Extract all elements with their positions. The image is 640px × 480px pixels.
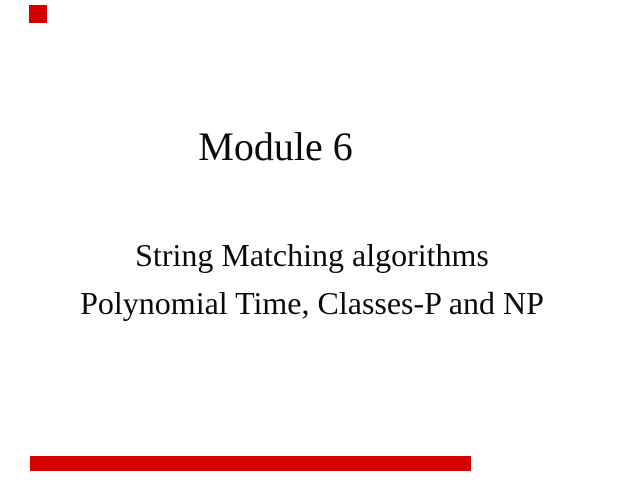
subtitle-line-2: Polynomial Time, Classes-P and NP (80, 285, 544, 321)
subtitle-line-1: String Matching algorithms (135, 237, 489, 273)
slide-title: Module 6 (198, 124, 353, 169)
slide-subtitle (0, 231, 624, 327)
accent-square-decoration (29, 5, 47, 23)
accent-footer-bar-decoration (30, 456, 471, 471)
